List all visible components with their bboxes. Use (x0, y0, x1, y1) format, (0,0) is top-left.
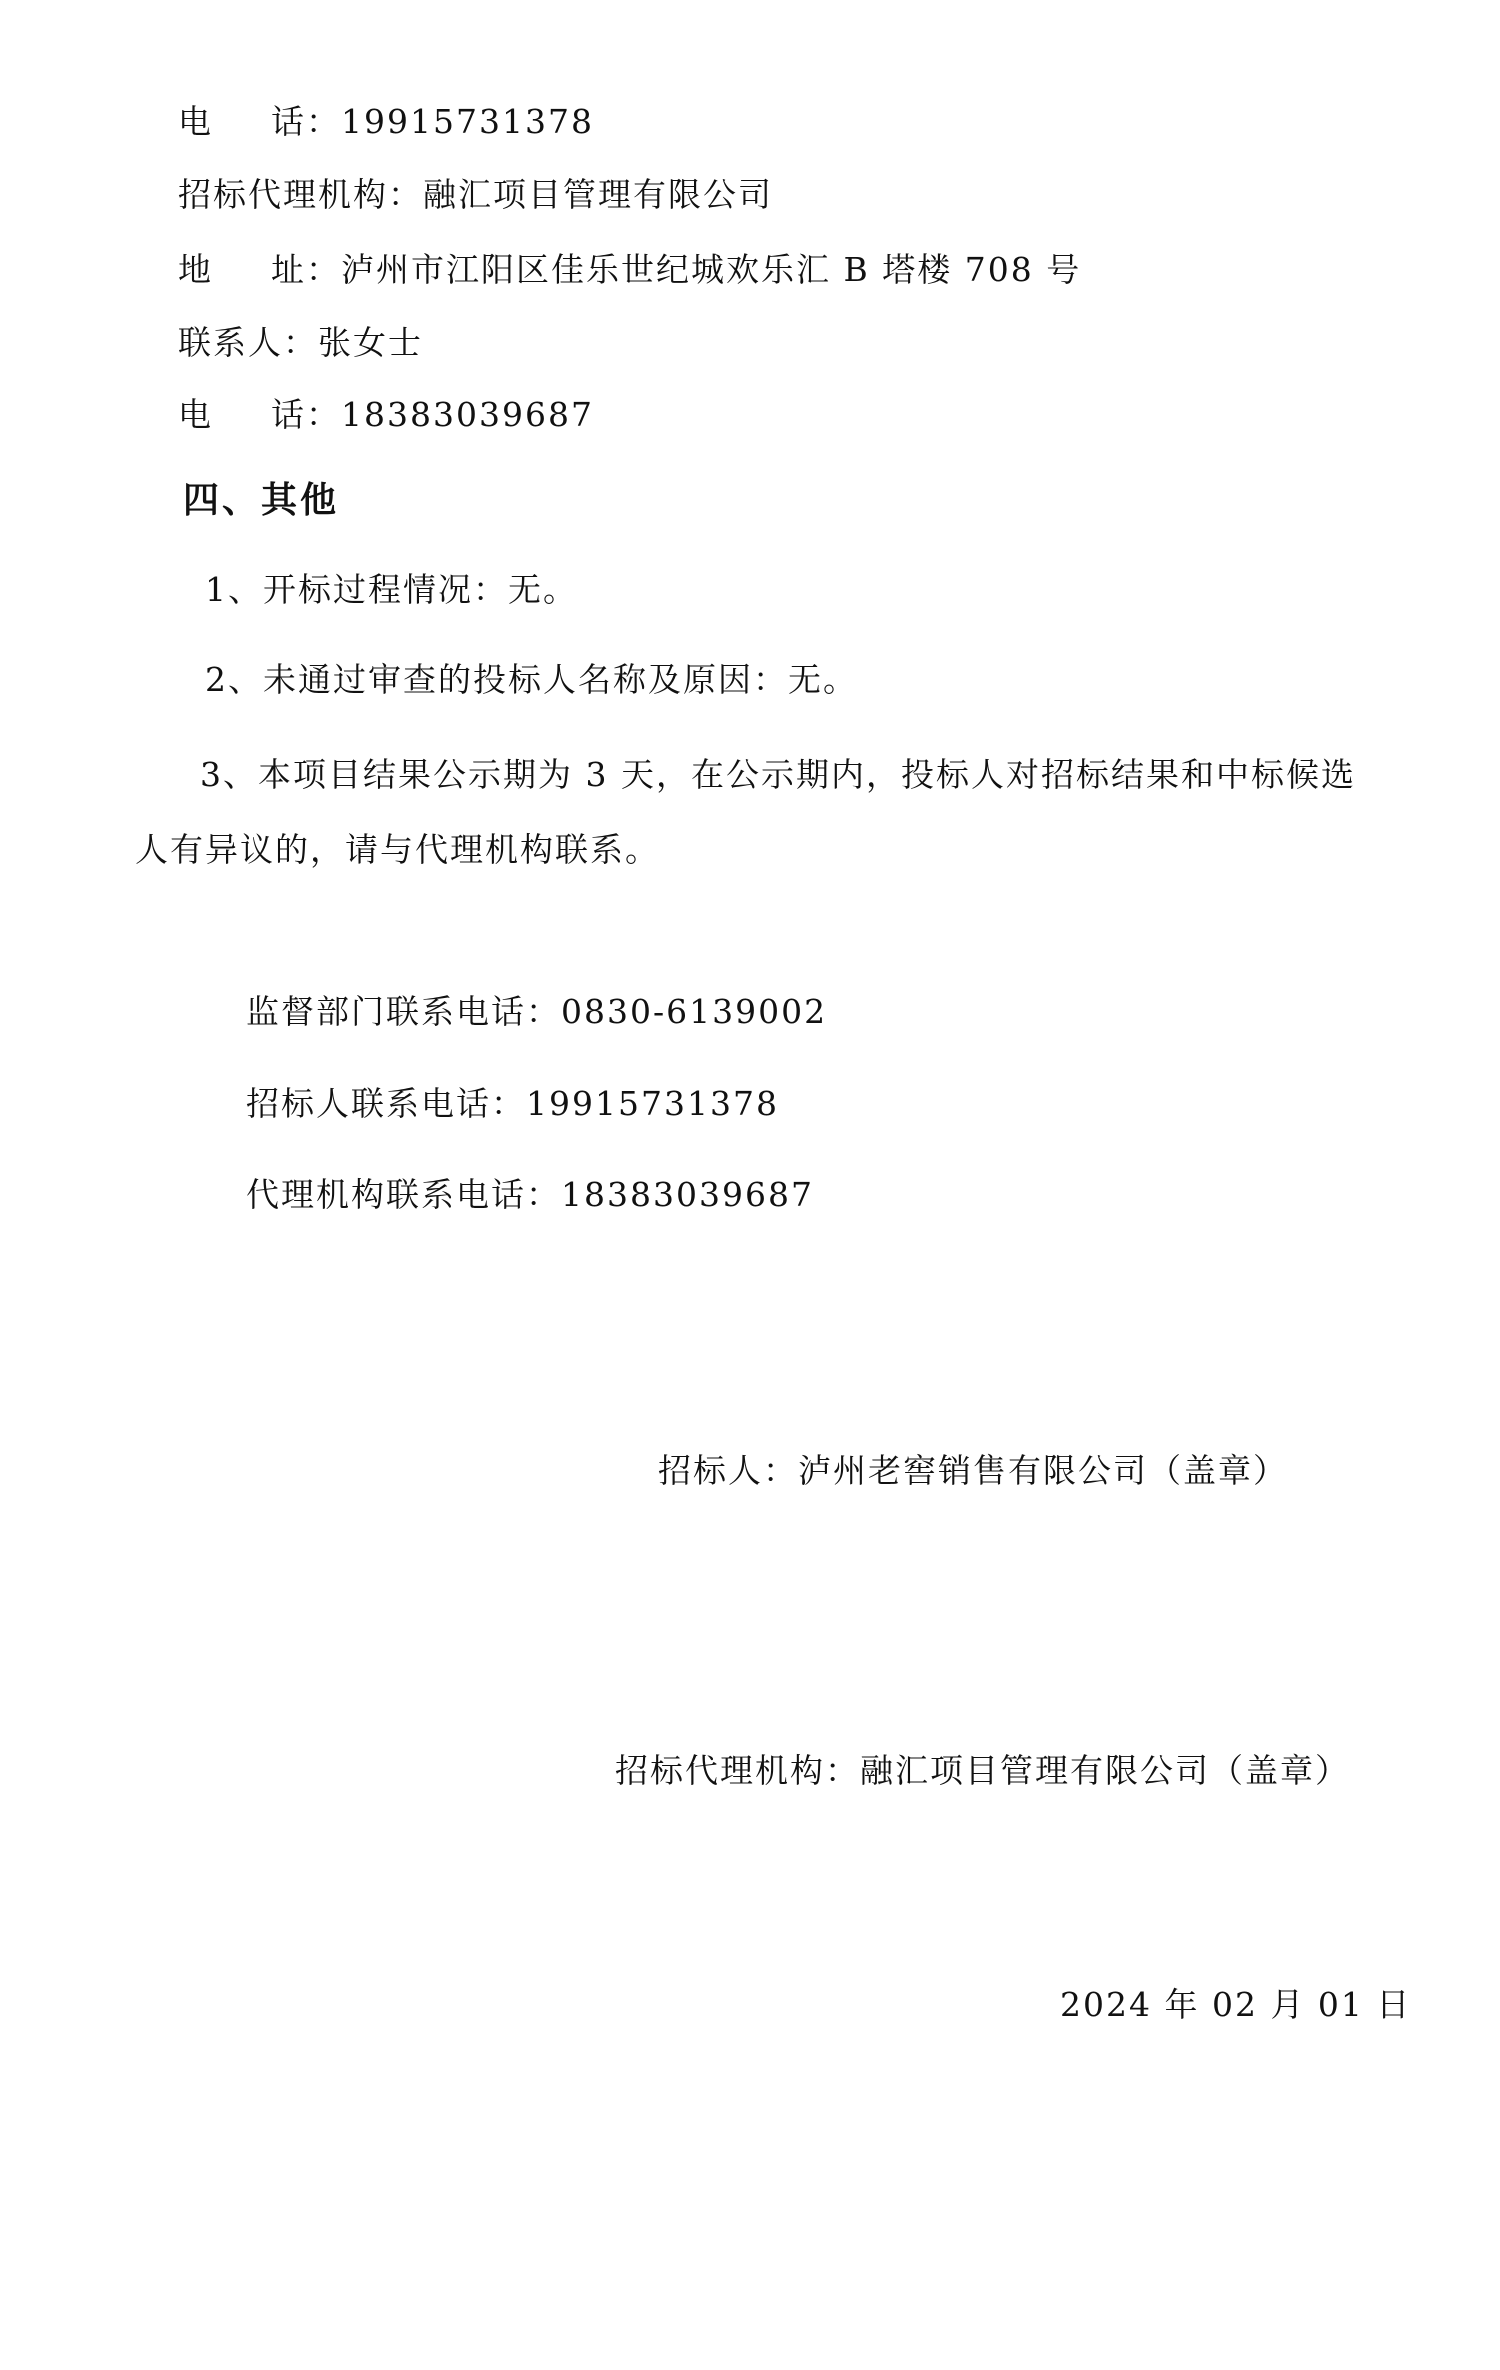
tenderer-contact-phone-line (246, 1084, 779, 1124)
supervision-phone-line (246, 992, 827, 1032)
contact-label: 联系人： (178, 323, 318, 362)
tenderer-signature: 招标人：泸州老窖销售有限公司（盖章） (658, 1451, 1288, 1490)
phone-label: 电 话： (178, 102, 341, 141)
agency-line (178, 175, 773, 215)
agency-contact-phone-line (246, 1175, 814, 1215)
tenderer-contact-phone: 19915731378 (526, 1084, 779, 1123)
address-line (178, 250, 1081, 290)
tenderer-phone-line (178, 102, 594, 142)
agency-signature: 招标代理机构：融汇项目管理有限公司（盖章） (615, 1751, 1350, 1790)
address-label: 地 址： (178, 250, 341, 289)
contact-person-line (178, 323, 423, 363)
section-item-2: 2、未通过审查的投标人名称及原因：无。 (205, 660, 858, 699)
signature-date: 2024 年 02 月 01 日 (1060, 1985, 1412, 2024)
contact-person: 张女士 (318, 323, 423, 362)
section-item-3-line-2: 人有异议的，请与代理机构联系。 (135, 830, 660, 869)
agency-contact-label: 代理机构联系电话： (246, 1175, 561, 1214)
supervision-phone: 0830-6139002 (561, 992, 828, 1031)
agency-phone-line (178, 395, 594, 435)
address-value: 泸州市江阳区佳乐世纪城欢乐汇 B 塔楼 708 号 (341, 250, 1082, 289)
tenderer-phone-value: 19915731378 (341, 102, 594, 141)
phone-label: 电 话： (178, 395, 341, 434)
agency-phone-value: 18383039687 (341, 395, 594, 434)
section-heading: 四、其他 (183, 479, 340, 521)
agency-name: 融汇项目管理有限公司 (423, 175, 773, 214)
section-item-3-line-1: 3、本项目结果公示期为 3 天，在公示期内，投标人对招标结果和中标候选 (200, 755, 1356, 794)
section-item-1: 1、开标过程情况：无。 (205, 570, 578, 609)
agency-contact-phone: 18383039687 (561, 1175, 814, 1214)
tenderer-contact-label: 招标人联系电话： (246, 1084, 526, 1123)
agency-label: 招标代理机构： (178, 175, 423, 214)
supervision-label: 监督部门联系电话： (246, 992, 561, 1031)
